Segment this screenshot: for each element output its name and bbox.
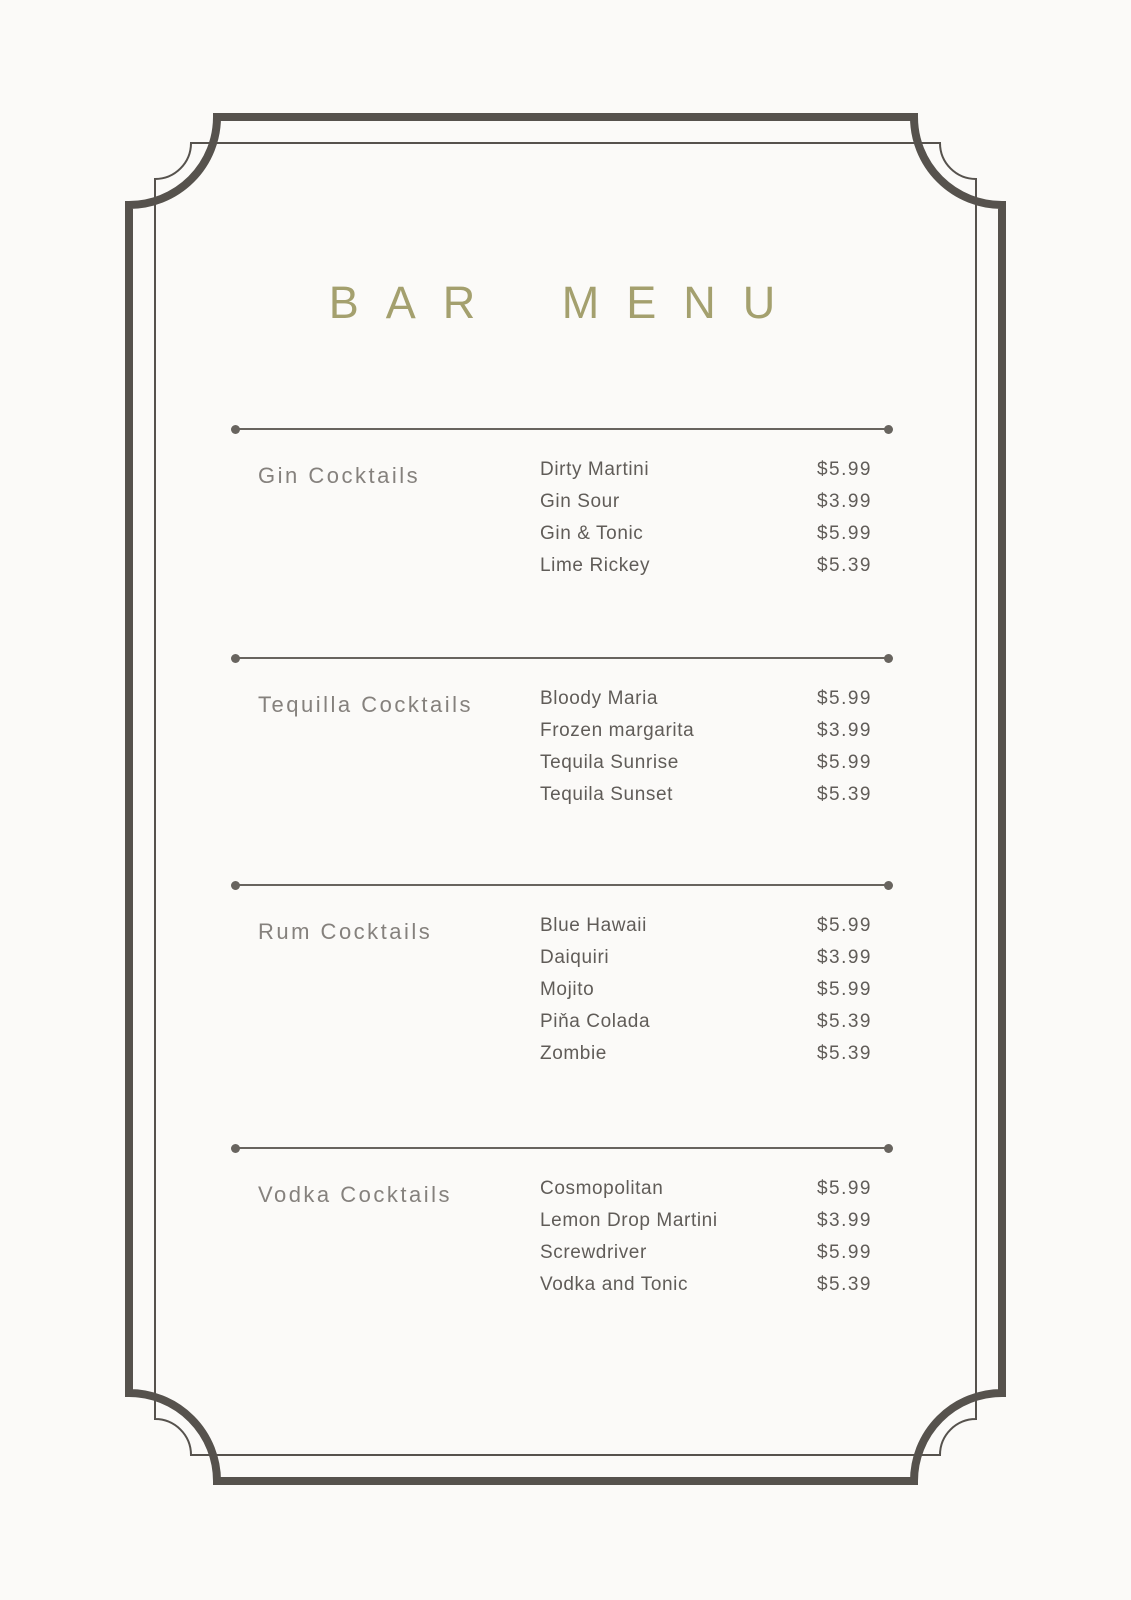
item-list (540, 910, 893, 1070)
menu-item-row (540, 518, 893, 550)
item-price: $5.39 (816, 1043, 872, 1064)
section-divider (231, 1144, 893, 1153)
menu-section (231, 1144, 893, 1301)
item-price: $5.99 (816, 752, 872, 773)
section-heading: Tequilla Cocktails (258, 692, 473, 717)
item-name: Gin Sour (540, 491, 620, 512)
item-name: Cosmopolitan (540, 1178, 664, 1199)
item-name: Mojito (540, 979, 595, 1000)
item-price: $5.39 (816, 1011, 872, 1032)
menu-item-row (540, 779, 893, 811)
menu-section (231, 881, 893, 1070)
section-body (231, 1173, 893, 1301)
item-price: $5.39 (816, 784, 872, 805)
menu-item-row (540, 1173, 893, 1205)
item-price: $3.99 (816, 1210, 872, 1231)
item-name: Bloody Maria (540, 688, 659, 709)
item-list (540, 1173, 893, 1301)
menu-item-row (540, 942, 893, 974)
divider-line (235, 1147, 889, 1149)
item-name: Blue Hawaii (540, 915, 647, 936)
divider-dot-right (884, 425, 893, 434)
menu-item-row (540, 683, 893, 715)
menu-item-row (540, 1038, 893, 1070)
item-name: Vodka and Tonic (540, 1274, 689, 1295)
item-price: $5.99 (816, 1178, 872, 1199)
item-name: Tequila Sunrise (540, 752, 679, 773)
menu-item-row (540, 550, 893, 582)
section-heading: Gin Cocktails (258, 463, 421, 488)
divider-dot-right (884, 654, 893, 663)
item-name: Lime Rickey (540, 555, 651, 576)
menu-item-row (540, 486, 893, 518)
item-name: Lemon Drop Martini (540, 1210, 718, 1231)
menu-item-row (540, 1237, 893, 1269)
section-divider (231, 425, 893, 434)
menu-item-row (540, 1205, 893, 1237)
section-heading: Vodka Cocktails (258, 1182, 453, 1207)
section-divider (231, 881, 893, 890)
item-price: $3.99 (816, 491, 872, 512)
item-price: $5.99 (816, 688, 872, 709)
item-price: $5.99 (816, 979, 872, 1000)
divider-line (235, 884, 889, 886)
menu-item-row (540, 974, 893, 1006)
menu-item-row (540, 1269, 893, 1301)
item-price: $5.99 (816, 1242, 872, 1263)
item-name: Gin & Tonic (540, 523, 644, 544)
item-price: $5.39 (816, 555, 872, 576)
divider-line (235, 428, 889, 430)
menu-item-row (540, 454, 893, 486)
divider-dot-right (884, 881, 893, 890)
section-divider (231, 654, 893, 663)
item-list (540, 683, 893, 811)
item-name: Piňa Colada (540, 1011, 651, 1032)
item-price: $5.99 (816, 523, 872, 544)
menu-item-row (540, 1006, 893, 1038)
item-name: Zombie (540, 1043, 607, 1064)
divider-dot-right (884, 1144, 893, 1153)
item-price: $5.39 (816, 1274, 872, 1295)
menu-item-row (540, 715, 893, 747)
item-name: Frozen margarita (540, 720, 695, 741)
menu-section (231, 654, 893, 811)
item-name: Tequila Sunset (540, 784, 674, 805)
menu-item-row (540, 747, 893, 779)
section-body (231, 683, 893, 811)
section-body (231, 910, 893, 1070)
menu-title: BAR MENU (328, 277, 803, 328)
menu-item-row (540, 910, 893, 942)
section-heading: Rum Cocktails (258, 919, 433, 944)
item-list (540, 454, 893, 582)
menu-section (231, 425, 893, 582)
item-price: $5.99 (816, 459, 872, 480)
section-body (231, 454, 893, 582)
item-name: Dirty Martini (540, 459, 650, 480)
item-price: $3.99 (816, 720, 872, 741)
item-name: Daiquiri (540, 947, 610, 968)
item-name: Screwdriver (540, 1242, 647, 1263)
divider-line (235, 657, 889, 659)
item-price: $5.99 (816, 915, 872, 936)
item-price: $3.99 (816, 947, 872, 968)
